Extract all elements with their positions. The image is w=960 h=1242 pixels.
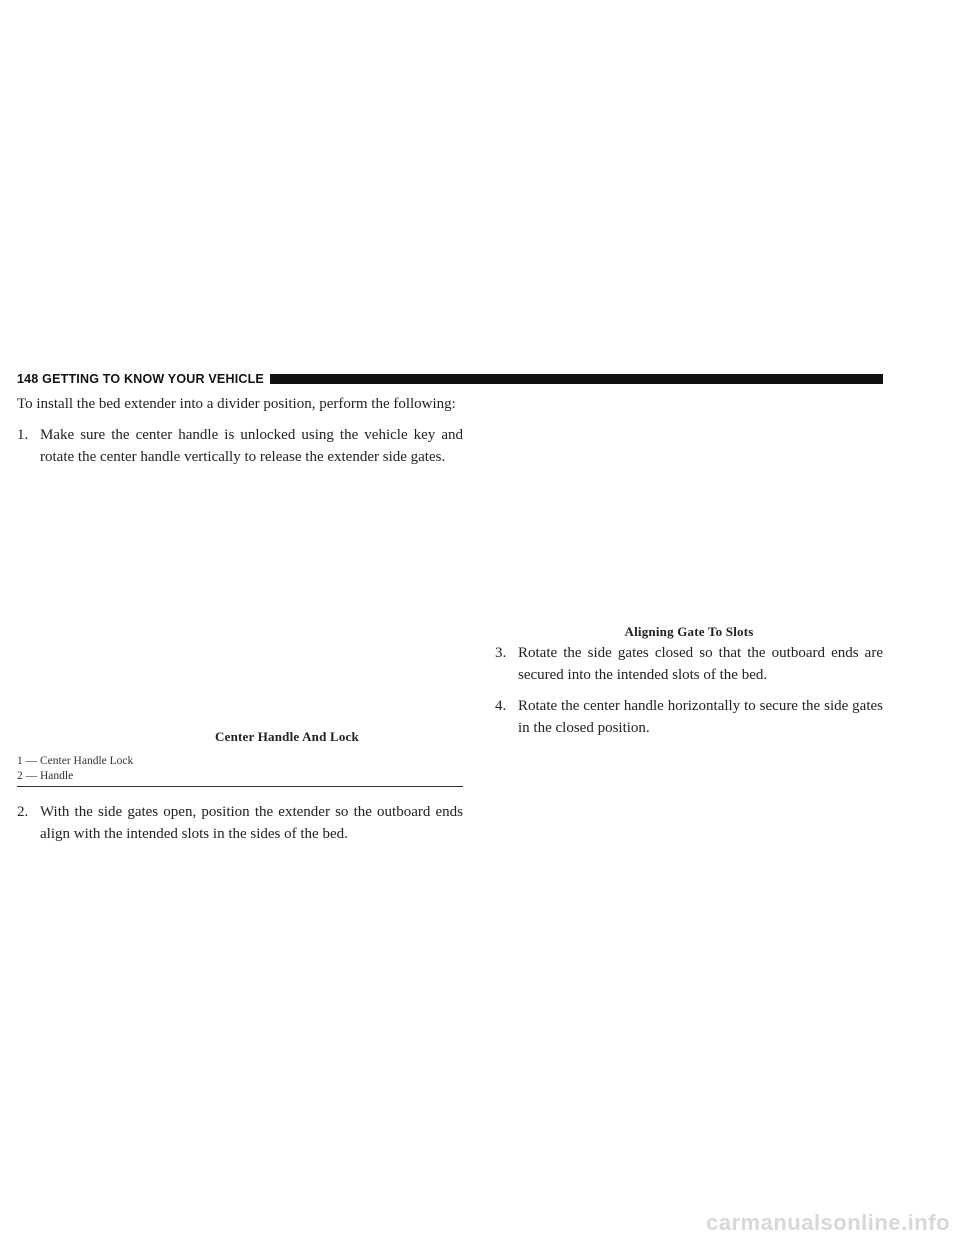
figure-aligning-gate: [495, 393, 883, 618]
step-1-number: 1.: [17, 427, 29, 443]
step-2: [17, 801, 463, 845]
figure-center-handle: [17, 505, 463, 725]
figure-1-caption: Center Handle And Lock: [215, 729, 359, 744]
watermark: carmanualsonline.info: [706, 1210, 950, 1235]
left-column: [17, 393, 463, 468]
intro-paragraph: To install the bed extender into a divider position, perform the following:: [17, 396, 456, 412]
page-header: [17, 372, 883, 386]
step-1: [17, 424, 463, 468]
legend-divider: [17, 786, 463, 787]
step-4: [495, 695, 883, 739]
legend-item-1: 1 — Center Handle Lock: [17, 755, 134, 767]
step-3-text: Rotate the side gates closed so that the outboard ends are secured into the intended slots of the bed.: [518, 645, 883, 683]
step-3-number: 3.: [495, 645, 507, 661]
step-2-number: 2.: [17, 804, 29, 820]
step-1-text: Make sure the center handle is unlocked using the vehicle key and rotate the center handle vertically to release the extender side gates.: [40, 427, 463, 465]
step-4-text: Rotate the center handle horizontally to secure the side gates in the closed position.: [518, 698, 883, 736]
header-label: [17, 372, 270, 386]
page-number: 148: [17, 372, 39, 386]
right-column: [495, 642, 883, 739]
legend-item-2: 2 — Handle: [17, 770, 74, 782]
figure-2-caption: Aligning Gate To Slots: [624, 624, 754, 639]
step-3: [495, 642, 883, 686]
figure-1-legend: [17, 754, 133, 784]
header-bar: [270, 374, 883, 384]
left-column-lower: [17, 801, 463, 845]
step-4-number: 4.: [495, 698, 507, 714]
section-title: GETTING TO KNOW YOUR VEHICLE: [42, 372, 264, 386]
step-2-text: With the side gates open, position the extender so the outboard ends align with the intended slots in the sides of the bed.: [40, 804, 463, 842]
